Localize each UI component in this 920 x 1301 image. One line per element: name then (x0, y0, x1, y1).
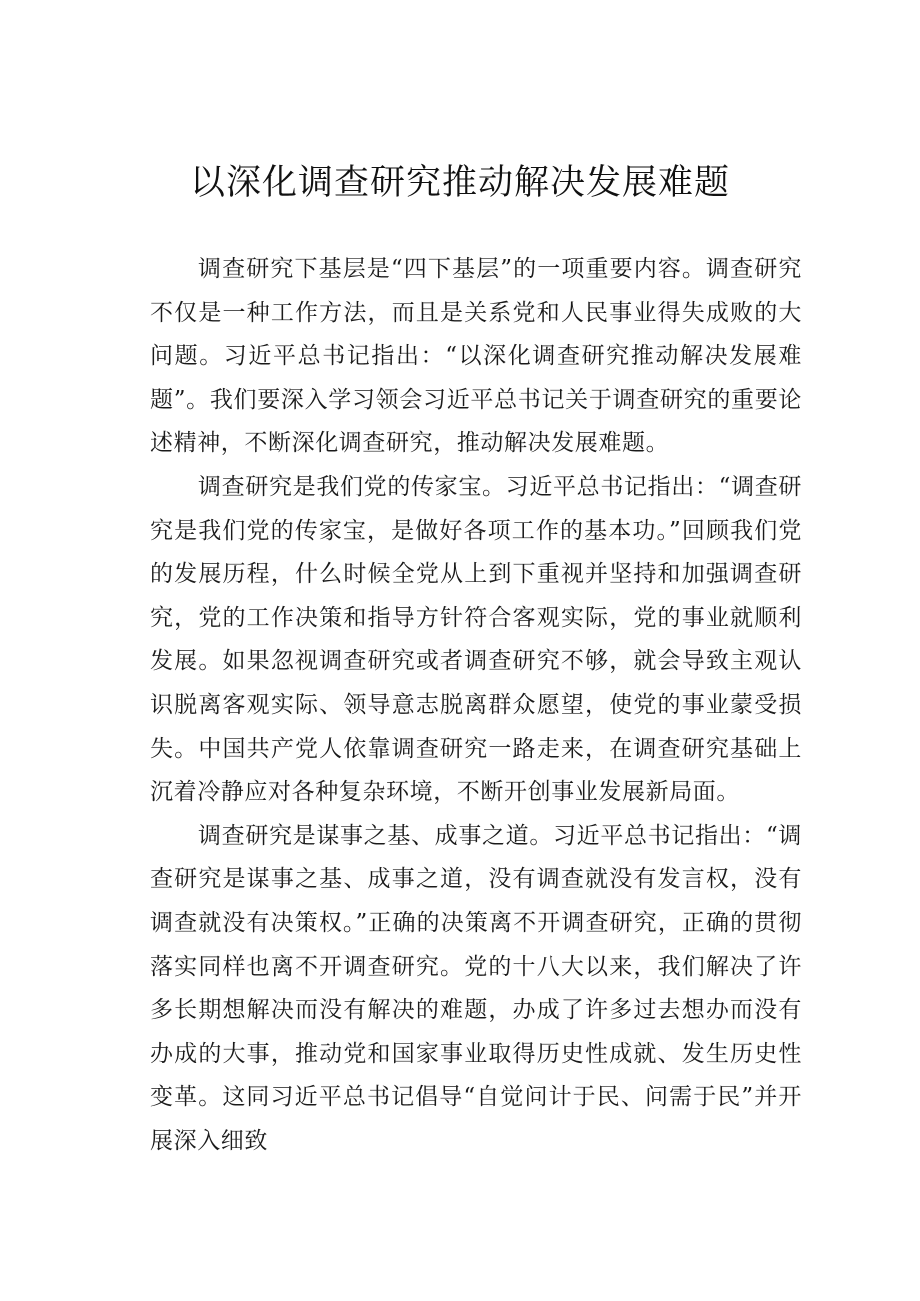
paragraph-3: 调查研究是谋事之基、成事之道。习近平总书记指出：“调查研究是谋事之基、成事之道，没有调查就没有发言权，没有调查就没有决策权。”正确的决策离不开调查研究，正确的贯彻落实同样也离不开调查研究。党的十八大以来，我们解决了许多长期想解决而没有解决的难题，办成了许多过去想办而没有办成的大事，推动党和国家事业取得历史性成就、发生历史性变革。这同习近平总书记倡导“自觉问计于民、问需于民”并开展深入细致 (150, 822, 802, 1154)
document-body (150, 248, 802, 1163)
paragraph-1: 调查研究下基层是“四下基层”的一项重要内容。调查研究不仅是一种工作方法，而且是关系党和人民事业得失成败的大问题。习近平总书记指出：“以深化调查研究推动解决发展难题”。我们要深入学习领会习近平总书记关于调查研究的重要论述精神，不断深化调查研究，推动解决发展难题。 (150, 256, 802, 457)
document-title: 以深化调查研究推动解决发展难题 (189, 163, 730, 203)
paragraph-2: 调查研究是我们党的传家宝。习近平总书记指出：“调查研究是我们党的传家宝，是做好各项工作的基本功。”回顾我们党的发展历程，什么时候全党从上到下重视并坚持和加强调查研究，党的工作决策和指导方针符合客观实际，党的事业就顺利发展。如果忽视调查研究或者调查研究不够，就会导致主观认识脱离客观实际、领导意志脱离群众愿望，使党的事业蒙受损失。中国共产党人依靠调查研究一路走来，在调查研究基础上沉着冷静应对各种复杂环境，不断开创事业发展新局面。 (150, 473, 802, 806)
